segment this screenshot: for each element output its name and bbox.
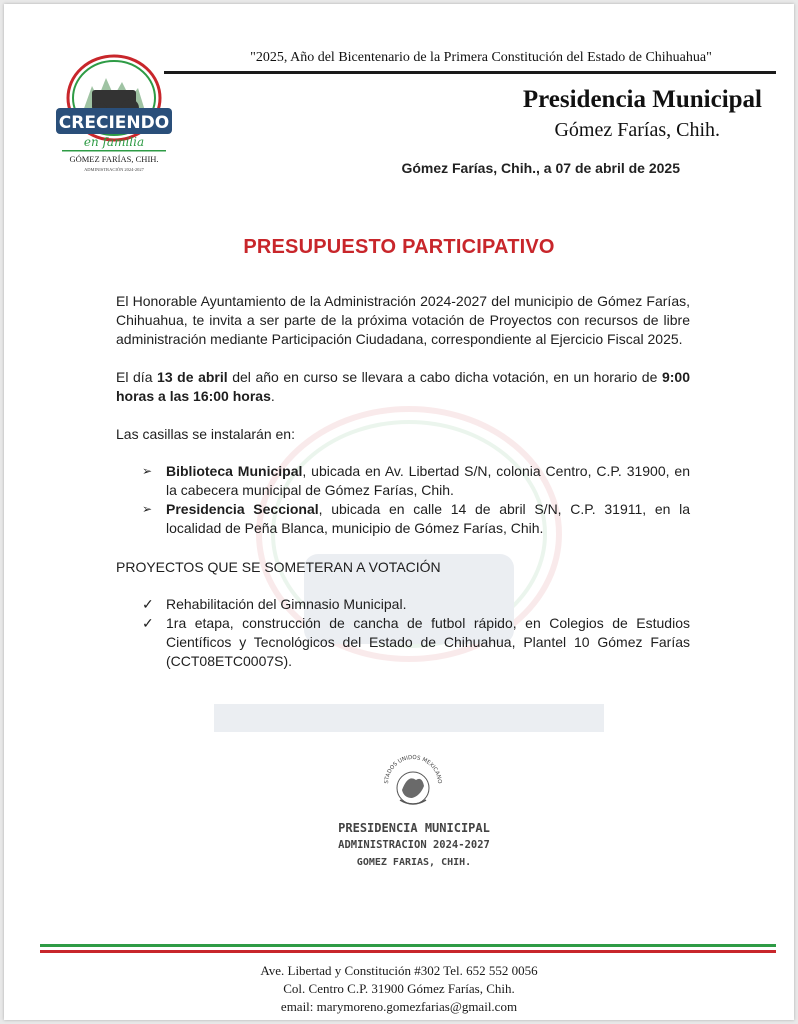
project-item [116, 614, 690, 671]
logo-script: en familia [83, 135, 145, 149]
footer-email: email: marymoreno.gomezfarias@gmail.com [280, 999, 518, 1014]
intro-paragraph: El Honorable Ayuntamiento de la Administración 2024-2027 del municipio de Gómez Farías, Chihuahua, te invita a ser parte de la próxima votación de Proyectos con recursos de libre administración mediante Participación Ciudadana, correspondiente al Ejercicio Fiscal 2025. [116, 293, 690, 347]
vote-text-2: del año en curso se llevara a cabo dicha votación, en un horario de [227, 369, 662, 385]
header-motto: "2025, Año del Bicentenario de la Primera Constitución del Estado de Chihuahua" [250, 50, 712, 65]
logo-admin: ADMINISTRACIÓN 2024-2027 [84, 167, 144, 172]
project-item [116, 595, 690, 614]
vote-date: 13 de abril [157, 369, 228, 385]
footer-address: Ave. Libertad y Constitución #302 Tel. 652 552 0056 [260, 963, 538, 978]
document-body [116, 292, 690, 671]
stamp-line-2: ADMINISTRACION 2024-2027 [338, 839, 490, 851]
document-date: Gómez Farías, Chih., a 07 de abril de 2025 [401, 160, 680, 176]
booth-name: Biblioteca Municipal [166, 463, 303, 479]
footer-contact [4, 962, 794, 1016]
arrow-bullet-icon: ➢ [142, 502, 153, 516]
project-list [116, 595, 690, 671]
booths-intro: Las casillas se instalarán en: [116, 426, 295, 442]
mexico-seal [378, 746, 448, 816]
office-title: Presidencia Municipal [522, 86, 762, 113]
vote-paragraph [116, 368, 690, 406]
project-text: Rehabilitación del Gimnasio Municipal. [166, 596, 407, 612]
document-title: PRESUPUESTO PARTICIPATIVO [243, 236, 555, 258]
official-stamp [324, 820, 504, 871]
footer-band-red [40, 950, 776, 953]
stamp-line-1: PRESIDENCIA MUNICIPAL [338, 821, 490, 835]
creciendo-logo [52, 48, 176, 176]
header-divider [164, 71, 776, 74]
booth-detail: , ubicada en Av. Libertad S/N, colonia Centro, C.P. 31900, en la cabecera municipal de Gómez Farías, Chih. [166, 463, 690, 498]
office-subtitle: Gómez Farías, Chih. [554, 119, 720, 141]
booth-name: Presidencia Seccional [166, 501, 319, 517]
booth-list [116, 462, 690, 538]
booth-item [116, 462, 690, 500]
check-icon: ✓ [142, 596, 154, 612]
footer-band-green [40, 944, 776, 947]
footer-colony: Col. Centro C.P. 31900 Gómez Farías, Chih. [283, 981, 515, 996]
check-icon: ✓ [142, 615, 154, 631]
booth-detail: , ubicada en calle 14 de abril S/N, C.P. 31911, en la localidad de Peña Blanca, municipio de Gómez Farías, Chih. [166, 501, 690, 536]
seal-text: STADOS UNIDOS MEXICANO [383, 754, 443, 784]
document-page [4, 4, 794, 1020]
project-text: 1ra etapa, construcción de cancha de futbol rápido, en Colegios de Estudios Científicos y Tecnológicos del Estado de Chihuahua, Plantel 10 Gómez Farías (CCT08ETC0007S). [166, 615, 690, 669]
vote-text-1: El día [116, 369, 158, 385]
stamp-line-3: GOMEZ FARIAS, CHIH. [356, 857, 472, 868]
arrow-bullet-icon: ➢ [142, 464, 153, 478]
booth-item [116, 500, 690, 538]
vote-text-3: . [270, 388, 275, 404]
projects-heading: PROYECTOS QUE SE SOMETERAN A VOTACIÓN [116, 559, 441, 575]
logo-word: CRECIENDO [58, 113, 170, 133]
logo-place: GÓMEZ FARÍAS, CHIH. [69, 154, 159, 164]
vote-hours: 9:00 horas a las 16:00 horas [116, 369, 690, 404]
